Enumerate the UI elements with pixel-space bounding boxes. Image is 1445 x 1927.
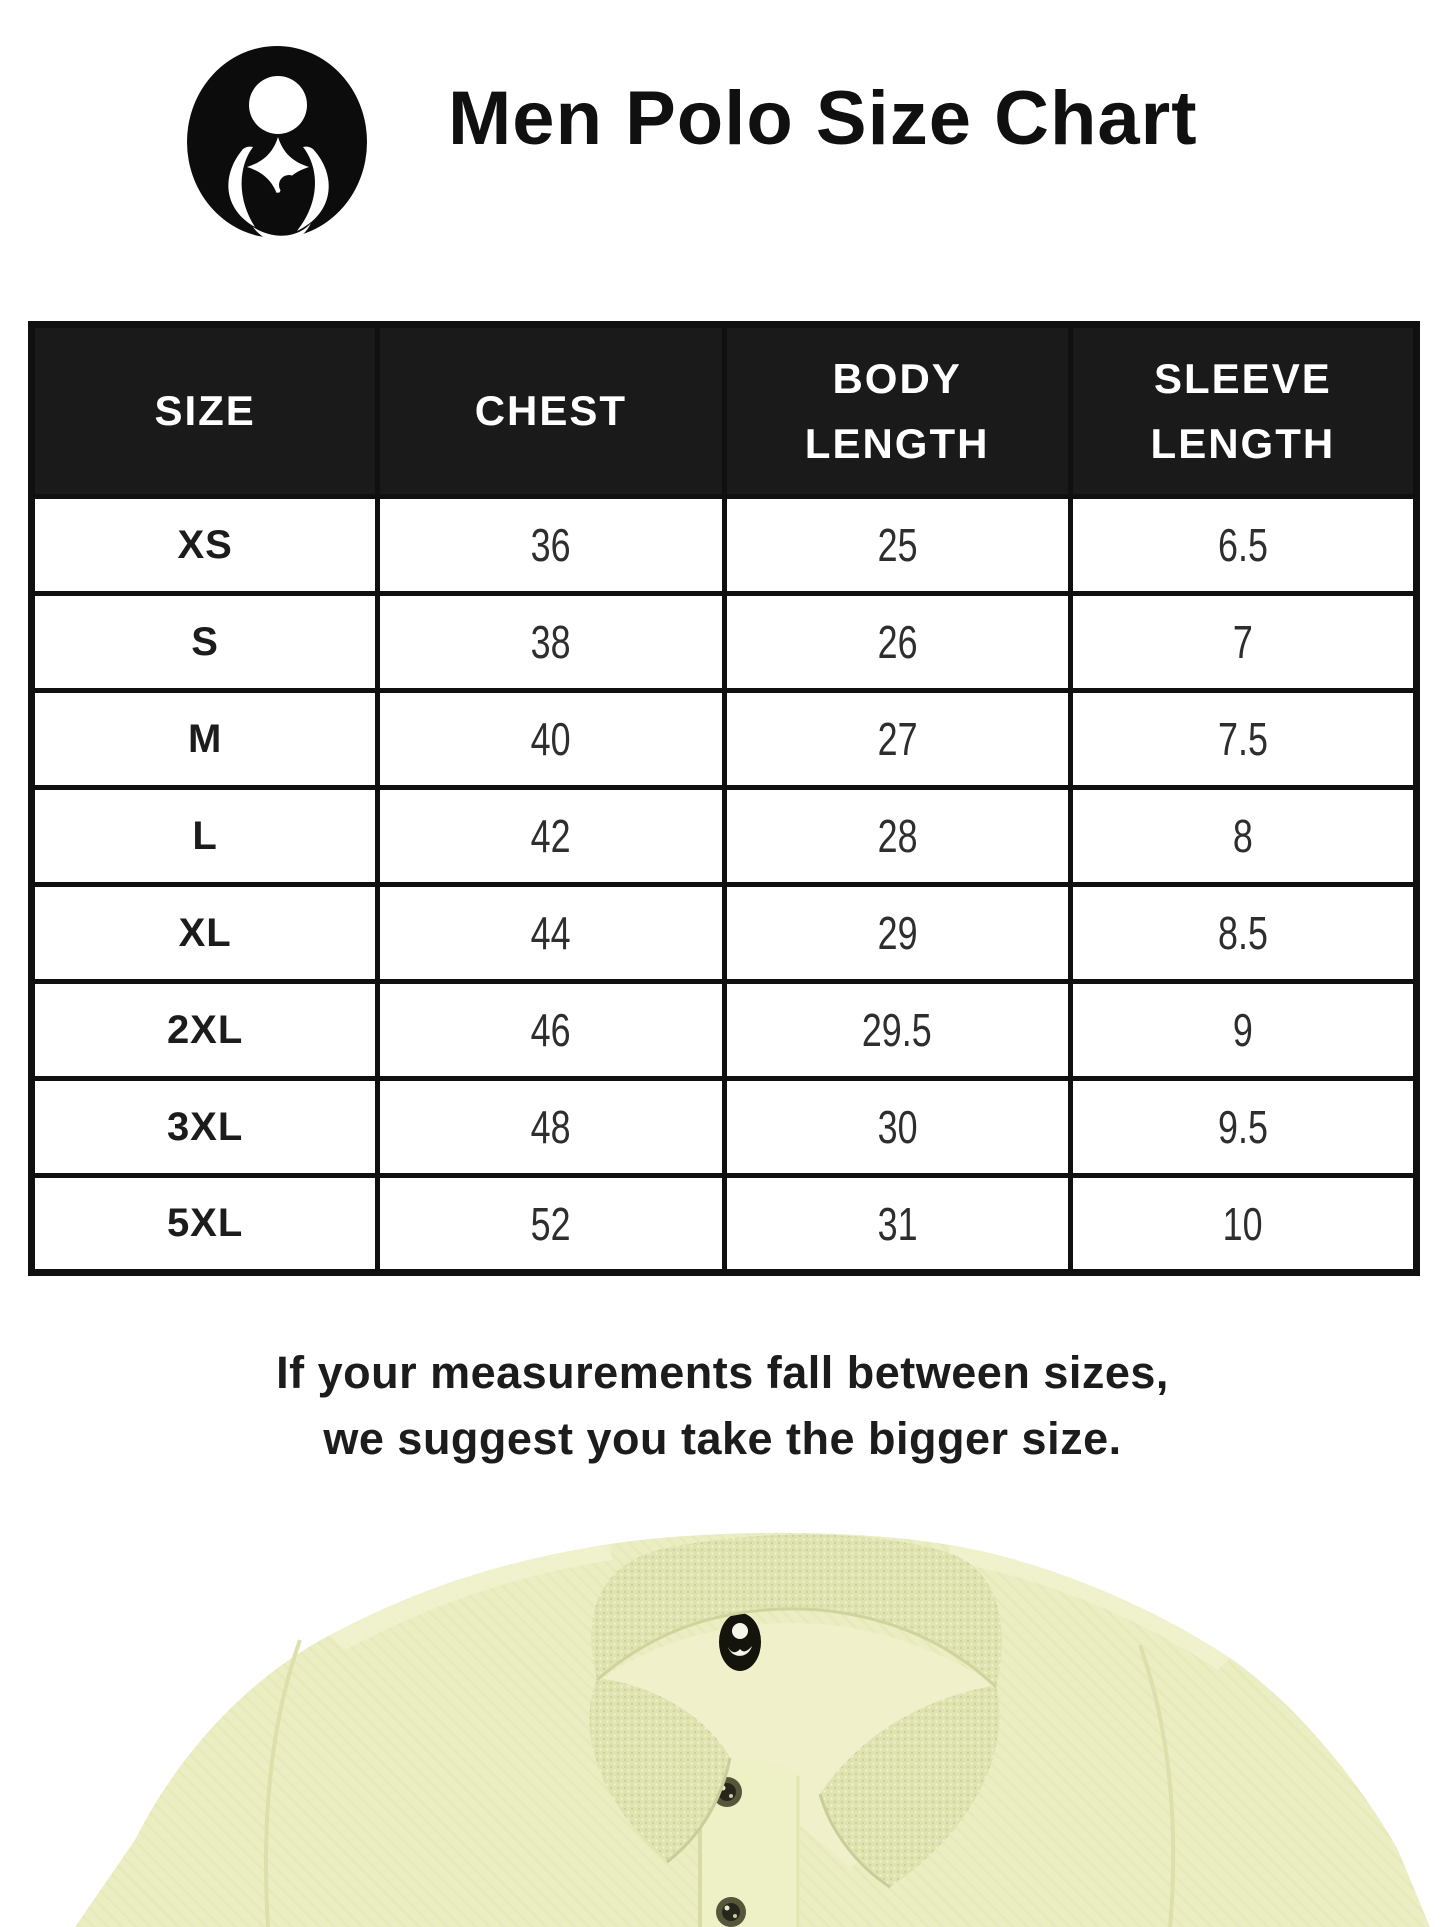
cell-size: 2XL [32, 982, 378, 1079]
column-header-body-length: BODY LENGTH [724, 325, 1070, 497]
table-row-xs [32, 497, 1417, 594]
cell-chest: 52 [378, 1176, 724, 1273]
table-row-xl [32, 885, 1417, 982]
sizing-note-line1: If your measurements fall between sizes, [276, 1347, 1169, 1398]
cell-body-length: 27 [724, 691, 1070, 788]
table-row-3xl [32, 1079, 1417, 1176]
sizing-note [0, 1340, 1445, 1471]
cell-body-length: 25 [724, 497, 1070, 594]
cell-body-length: 29.5 [724, 982, 1070, 1079]
cell-chest: 48 [378, 1079, 724, 1176]
cell-size: 3XL [32, 1079, 378, 1176]
table-row-m [32, 691, 1417, 788]
cell-chest: 42 [378, 788, 724, 885]
cell-sleeve-length: 8.5 [1070, 885, 1416, 982]
page-title: Men Polo Size Chart [448, 76, 1198, 161]
cell-size: M [32, 691, 378, 788]
column-header-size: SIZE [32, 325, 378, 497]
cell-sleeve-length: 7.5 [1070, 691, 1416, 788]
collar-tag-logo-icon [719, 1613, 761, 1671]
column-header-sleeve-length: SLEEVE LENGTH [1070, 325, 1416, 497]
cell-size: S [32, 594, 378, 691]
table-row-5xl [32, 1176, 1417, 1273]
table-header-row [32, 325, 1417, 497]
size-chart-table [28, 321, 1420, 1276]
cell-size: XS [32, 497, 378, 594]
cell-body-length: 26 [724, 594, 1070, 691]
cell-size: L [32, 788, 378, 885]
cell-body-length: 28 [724, 788, 1070, 885]
cell-chest: 44 [378, 885, 724, 982]
cell-size: XL [32, 885, 378, 982]
cell-chest: 40 [378, 691, 724, 788]
mother-and-child-logo-icon [185, 43, 369, 241]
cell-sleeve-length: 8 [1070, 788, 1416, 885]
sizing-note-line2: we suggest you take the bigger size. [323, 1412, 1122, 1464]
polo-shirt-product-image [0, 1520, 1445, 1927]
cell-sleeve-length: 10 [1070, 1176, 1416, 1273]
cell-size: 5XL [32, 1176, 378, 1273]
table-row-s [32, 594, 1417, 691]
button-bottom [716, 1897, 746, 1927]
column-header-chest: CHEST [378, 325, 724, 497]
cell-chest: 46 [378, 982, 724, 1079]
cell-chest: 38 [378, 594, 724, 691]
cell-body-length: 29 [724, 885, 1070, 982]
table-row-2xl [32, 982, 1417, 1079]
cell-sleeve-length: 9 [1070, 982, 1416, 1079]
cell-chest: 36 [378, 497, 724, 594]
cell-sleeve-length: 9.5 [1070, 1079, 1416, 1176]
table-row-l [32, 788, 1417, 885]
cell-body-length: 31 [724, 1176, 1070, 1273]
cell-sleeve-length: 6.5 [1070, 497, 1416, 594]
cell-body-length: 30 [724, 1079, 1070, 1176]
cell-sleeve-length: 7 [1070, 594, 1416, 691]
